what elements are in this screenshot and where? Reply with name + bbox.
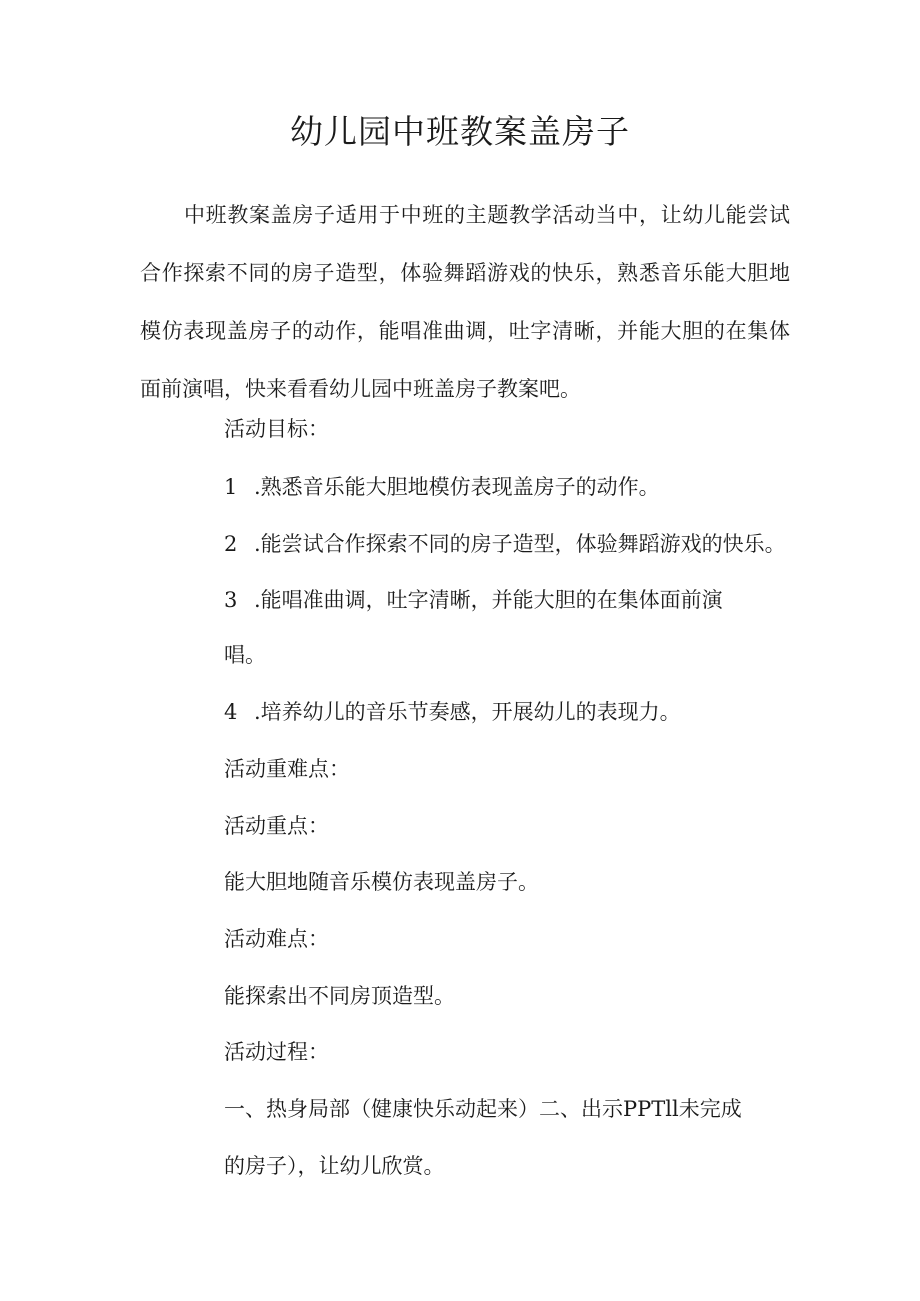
goals-heading: 活动目标：	[224, 417, 329, 441]
difficult-heading: 活动难点：	[224, 927, 329, 951]
goal-number: 2	[224, 532, 238, 556]
process-line-1: 一、热身局部（健康快乐动起来）二、出示PPTll未完成	[224, 1097, 742, 1121]
goal-number: 4	[224, 700, 238, 724]
process-heading: 活动过程：	[224, 1040, 329, 1064]
goal-item-2	[224, 529, 786, 559]
document-title: 幼儿园中班教案盖房子	[290, 112, 630, 151]
process-line-2: 的房子），让幼儿欣赏。	[224, 1154, 445, 1178]
goal-item-3	[224, 585, 723, 615]
goal-number: 3	[224, 588, 238, 612]
goal-item-4	[224, 697, 681, 727]
intro-paragraph: 中班教案盖房子适用于中班的主题教学活动当中，让幼儿能尝试合作探索不同的房子造型，体验舞蹈游戏的快乐，熟悉音乐能大胆地模仿表现盖房子的动作，能唱准曲调，吐字清晰，并能大胆的在集体面前演唱，快来看看幼儿园中班盖房子教案吧。	[140, 203, 790, 401]
key-heading: 活动重点：	[224, 814, 329, 838]
key-difficult-heading: 活动重难点：	[224, 757, 350, 781]
goal-text: .熟悉音乐能大胆地模仿表现盖房子的动作。	[254, 475, 660, 499]
goal-item-3-continued	[224, 640, 266, 670]
goal-text: .能唱准曲调，吐字清晰，并能大胆的在集体面前演	[254, 588, 723, 612]
goal-number: 1	[224, 475, 238, 499]
goal-item-1	[224, 472, 660, 502]
goal-text: 唱。	[224, 643, 266, 667]
goal-text: .培养幼儿的音乐节奏感，开展幼儿的表现力。	[254, 700, 681, 724]
difficult-text: 能探索出不同房顶造型。	[224, 984, 455, 1008]
goal-text: .能尝试合作探索不同的房子造型，体验舞蹈游戏的快乐。	[254, 532, 786, 556]
key-text: 能大胆地随音乐模仿表现盖房子。	[224, 870, 539, 894]
